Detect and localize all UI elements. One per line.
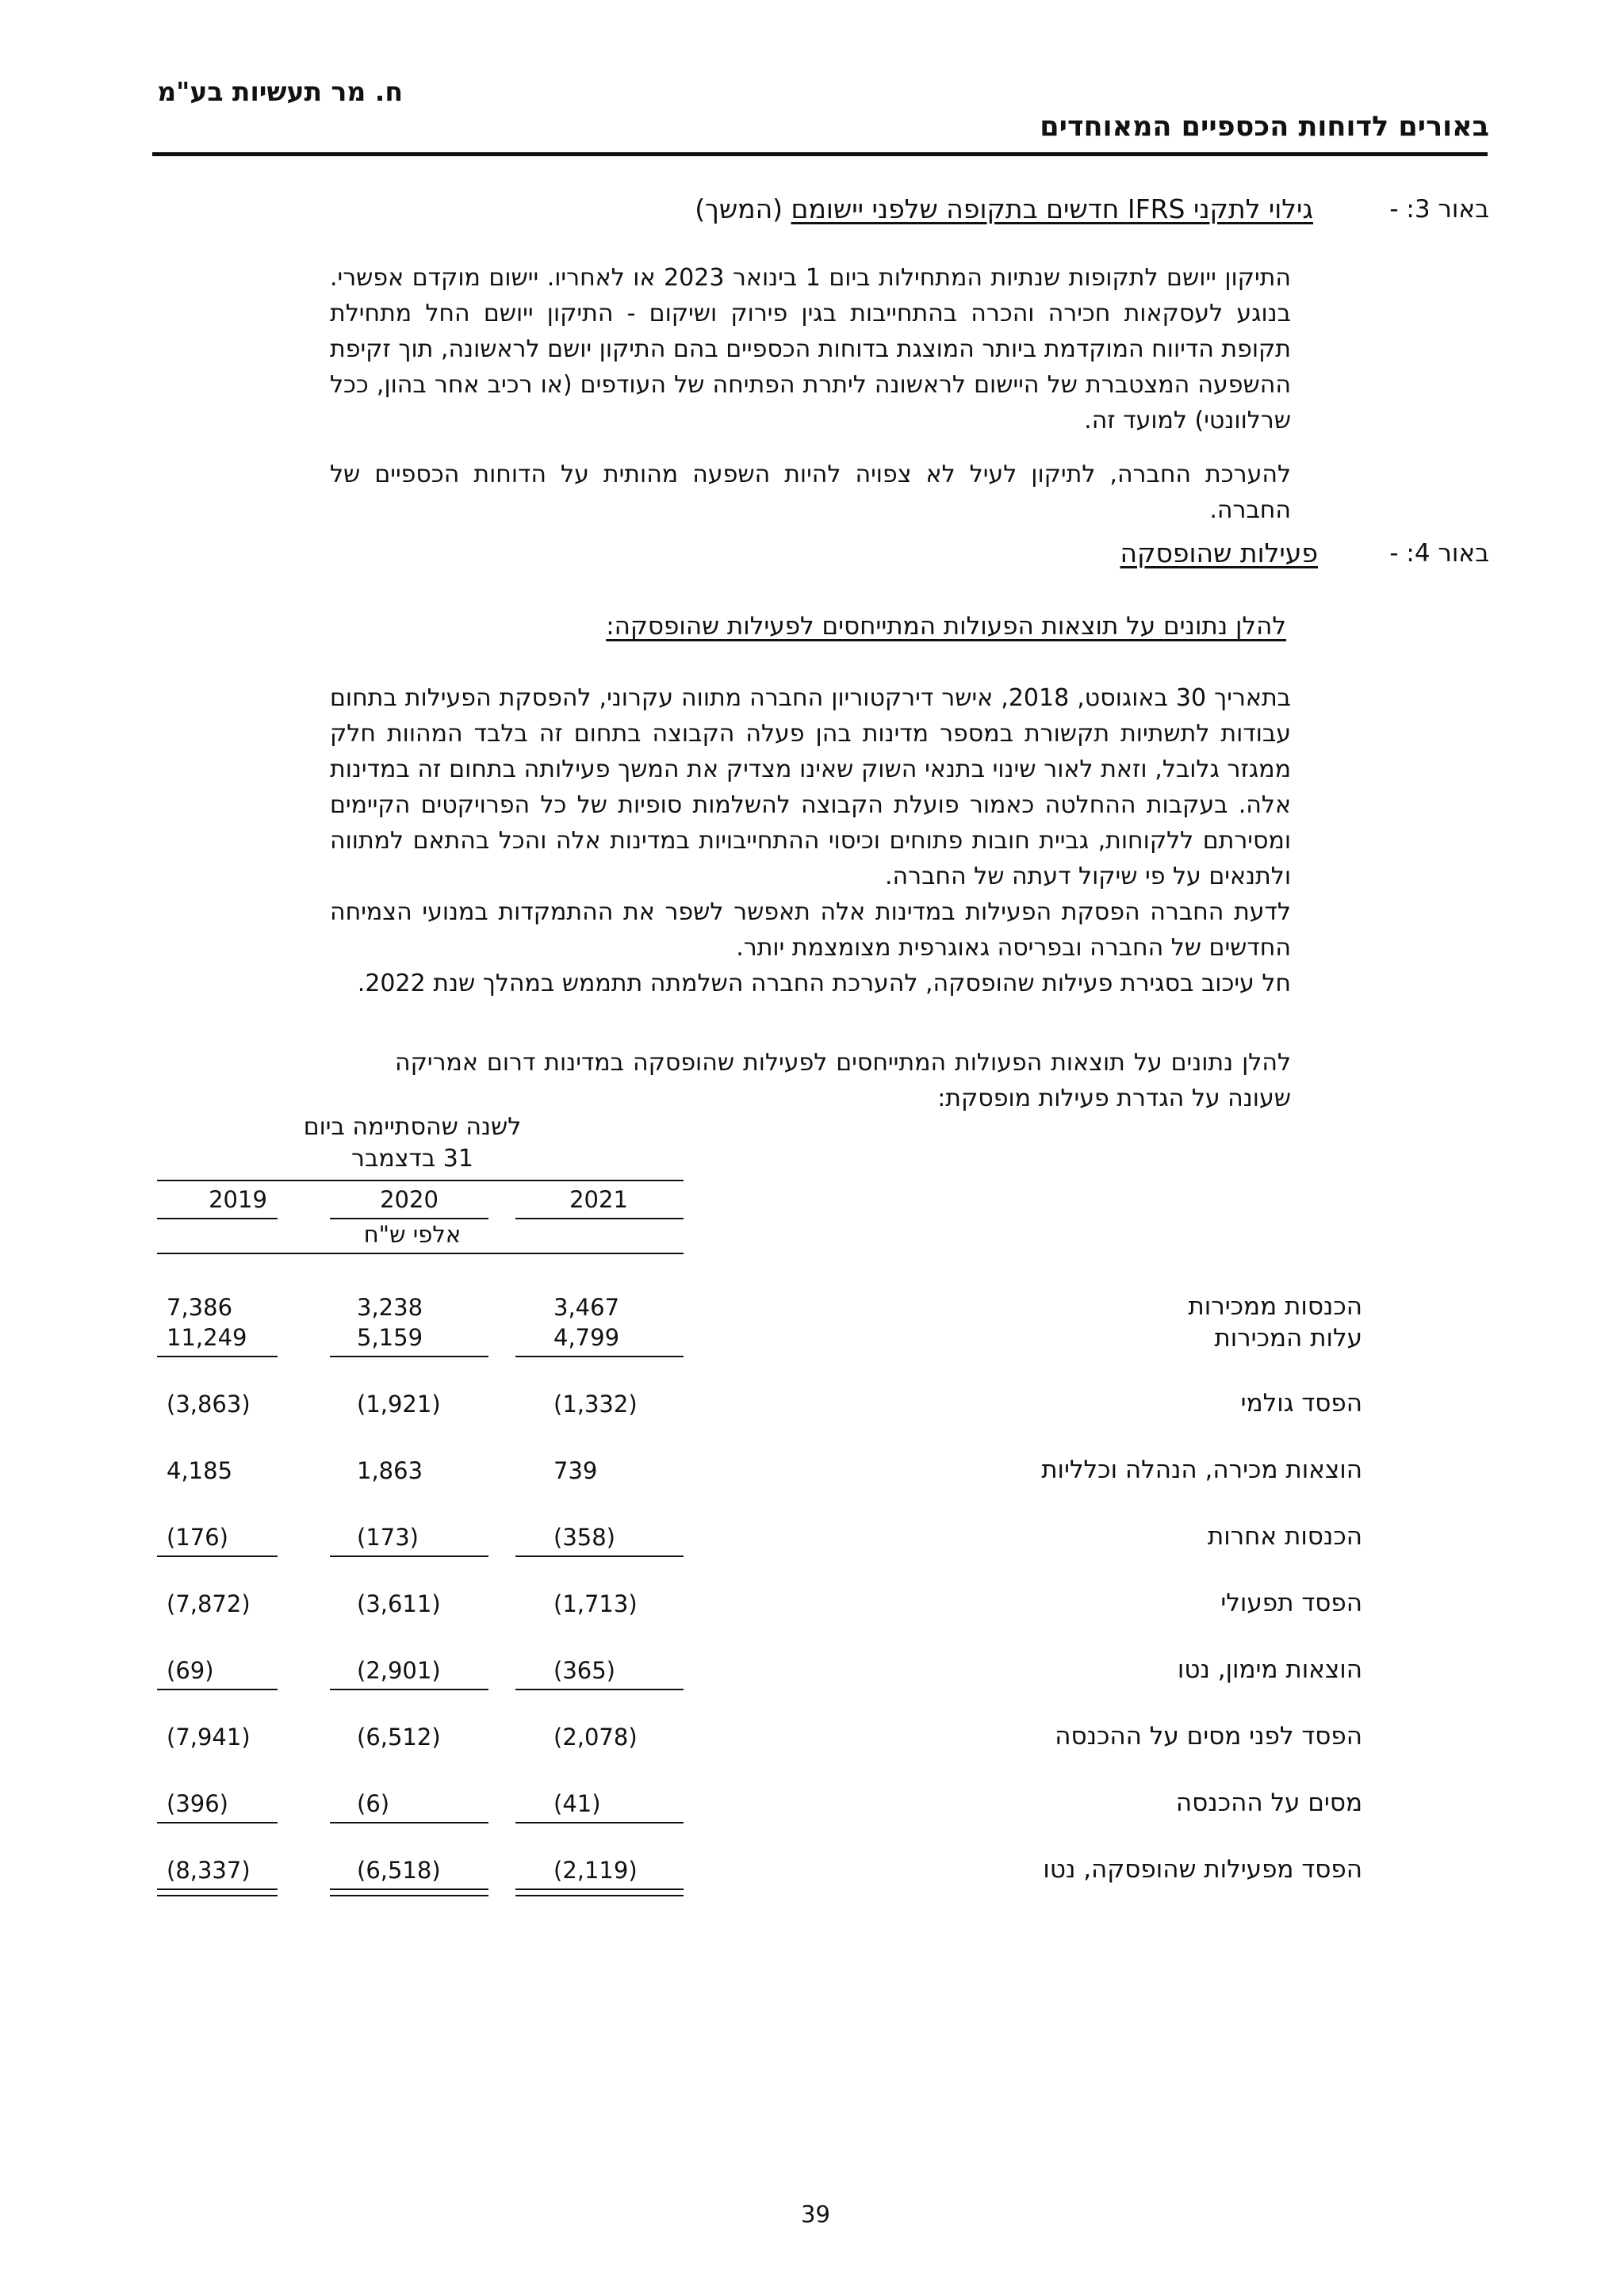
subtotal-rule xyxy=(515,1556,684,1557)
cell-2020: (173) xyxy=(357,1524,419,1551)
cell-2020: (2,901) xyxy=(357,1657,441,1684)
cell-2020: 3,238 xyxy=(357,1294,423,1321)
cell-2020: (3,611) xyxy=(357,1590,441,1617)
year-2021: 2021 xyxy=(569,1186,628,1213)
cell-2019: 11,249 xyxy=(167,1324,247,1351)
total-rule-upper xyxy=(157,1888,278,1890)
row-label: הפסד לפני מסים על ההכנסה xyxy=(1055,1722,1362,1751)
subtotal-rule xyxy=(330,1356,488,1357)
note4-paragraph-2: לדעת החברה הפסקת הפעילות במדינות אלה תאפשר לשפר את ההתמקדות במנועי הצמיחה החדשים של החברה ובפריסה גאוגרפית מצומצמת יותר. xyxy=(330,898,1291,962)
subtotal-rule xyxy=(330,1689,488,1690)
row-label: הפסד תפעולי xyxy=(1220,1589,1362,1617)
period-line-1: לשנה שהסתיימה ביום xyxy=(303,1113,522,1141)
cell-2019: 7,386 xyxy=(167,1294,233,1321)
total-rule-lower xyxy=(157,1895,278,1896)
cell-2021: (1,332) xyxy=(553,1391,638,1418)
subtotal-rule xyxy=(330,1556,488,1557)
table-period-label xyxy=(262,1112,563,1175)
cell-2020: (6,512) xyxy=(357,1724,441,1751)
note4-number: באור 4: - xyxy=(1389,539,1489,568)
note3-title xyxy=(695,193,1313,224)
total-rule-upper xyxy=(515,1888,684,1890)
cell-2019: (3,863) xyxy=(167,1391,251,1418)
unit-rule xyxy=(157,1253,684,1254)
report-title: באורים לדוחות הכספיים המאוחדים xyxy=(1040,111,1489,143)
subtotal-rule xyxy=(330,1822,488,1823)
year-rule-2019 xyxy=(157,1218,278,1219)
cell-2021: 739 xyxy=(553,1457,598,1484)
cell-2021: 3,467 xyxy=(553,1294,620,1321)
page-number: 39 xyxy=(801,2201,830,2228)
subtotal-rule xyxy=(515,1822,684,1823)
cell-2021: (2,078) xyxy=(553,1724,638,1751)
note4-subheading: להלן נתונים על תוצאות הפעולות המתייחסים לפעילות שהופסקה: xyxy=(606,612,1286,641)
company-name: ח. מר תעשיות בע"מ xyxy=(157,76,403,107)
cell-2019: (176) xyxy=(167,1524,228,1551)
cell-2021: (41) xyxy=(553,1790,601,1817)
cell-2019: (7,941) xyxy=(167,1724,251,1751)
note4-paragraph-3: חל עיכוב בסגירת פעילות שהופסקה, להערכת החברה השלמתה תתממש במהלך שנת 2022. xyxy=(357,970,1291,997)
note3-title-main: גילוי לתקני IFRS חדשים בתקופה שלפני יישומם xyxy=(791,193,1313,224)
cell-2021: (1,713) xyxy=(553,1590,638,1617)
period-line-2: 31 בדצמבר xyxy=(351,1145,473,1173)
note3-paragraph-1: התיקון ייושם לתקופות שנתיות המתחילות ביום 1 בינואר 2023 או לאחריו. יישום מוקדם אפשרי. בנוגע לעסקאות חכירה והכרה בהתחייבות בגין פירוק ושיקום - התיקון ייושם החל מתחילת תקופת הדיווח המוקדמת ביותר המוצגת בדוחות הכספיים בהם התיקון יושם לראשונה, תוך זקיפת ההשפעה המצטברת של היישום לראשונה ליתרת הפתיחה של העודפים (או רכיב אחר בהון, ככל שרלוונטי) למועד זה. xyxy=(330,264,1291,434)
subtotal-rule xyxy=(515,1689,684,1690)
row-label: הוצאות מכירה, הנהלה וכלליות xyxy=(1041,1456,1362,1484)
cell-2020: (6) xyxy=(357,1790,390,1817)
table-intro: להלן נתונים על תוצאות הפעולות המתייחסים לפעילות שהופסקה במדינות דרום אמריקה שעונה על הגדרת פעילות מופסקת: xyxy=(395,1049,1291,1112)
cell-2020: 1,863 xyxy=(357,1457,423,1484)
row-label: הוצאות מימון, נטו xyxy=(1177,1655,1362,1684)
note4-title xyxy=(1120,538,1319,568)
subtotal-rule xyxy=(157,1822,278,1823)
cell-2021: (2,119) xyxy=(553,1857,638,1884)
row-label: הפסד גולמי xyxy=(1240,1389,1362,1418)
cell-2019: (7,872) xyxy=(167,1590,251,1617)
subtotal-rule xyxy=(515,1356,684,1357)
total-rule-lower xyxy=(330,1895,488,1896)
year-2020: 2020 xyxy=(380,1186,439,1213)
total-rule-upper xyxy=(330,1888,488,1890)
total-rule-lower xyxy=(515,1895,684,1896)
row-label: הכנסות ממכירות xyxy=(1188,1292,1362,1321)
subtotal-rule xyxy=(157,1356,278,1357)
cell-2020: (6,518) xyxy=(357,1857,441,1884)
note3-number: באור 3: - xyxy=(1389,195,1489,224)
unit-label: אלפי ש"ח xyxy=(363,1221,462,1248)
cell-2019: (69) xyxy=(167,1657,214,1684)
cell-2019: (396) xyxy=(167,1790,228,1817)
row-label: עלות המכירות xyxy=(1214,1324,1362,1353)
year-rule-2021 xyxy=(515,1218,684,1219)
subtotal-rule xyxy=(157,1556,278,1557)
note4-title-text: פעילות שהופסקה xyxy=(1120,538,1318,568)
note3-title-suffix: (המשך) xyxy=(695,193,783,224)
note3-paragraph-2: להערכת החברה, לתיקון לעיל לא צפויה להיות השפעה מהותית על הדוחות הכספיים של החברה. xyxy=(330,461,1291,524)
cell-2019: 4,185 xyxy=(167,1457,233,1484)
cell-2020: 5,159 xyxy=(357,1324,423,1351)
row-label: מסים על ההכנסה xyxy=(1175,1789,1362,1817)
cell-2020: (1,921) xyxy=(357,1391,441,1418)
row-label: הפסד מפעילות שהופסקה, נטו xyxy=(1043,1855,1362,1884)
header-divider xyxy=(152,152,1488,156)
note4-paragraph-1: בתאריך 30 באוגוסט, 2018, אישר דירקטוריון החברה מתווה עקרוני, להפסקת הפעילות בתחום עבודות לתשתיות תקשורת במספר מדינות בהן פעלה הקבוצה בתחום זה בלבד המהוות חלק ממגזר גלובל, וזאת לאור שינוי בתנאי השוק שאינו מצדיק את המשך פעילותה בתחום זה במדינות אלה. בעקבות ההחלטה כאמור פועלת הקבוצה להשלמות סופיות של כל הפרויקטים הקיימים ומסירתם ללקוחות, גביית חובות פתוחים וכיסוי ההתחייבויות במדינות אלה והכל בהתאם למתווה ולתנאים על פי שיקול דעתה של החברה. xyxy=(330,684,1292,890)
year-rule-2020 xyxy=(330,1218,488,1219)
cell-2019: (8,337) xyxy=(167,1857,251,1884)
cell-2021: (365) xyxy=(553,1657,615,1684)
cell-2021: (358) xyxy=(553,1524,615,1551)
cell-2021: 4,799 xyxy=(553,1324,620,1351)
row-label: הכנסות אחרות xyxy=(1207,1522,1362,1551)
subtotal-rule xyxy=(157,1689,278,1690)
header-top-rule xyxy=(157,1180,684,1181)
year-2019: 2019 xyxy=(209,1186,267,1213)
